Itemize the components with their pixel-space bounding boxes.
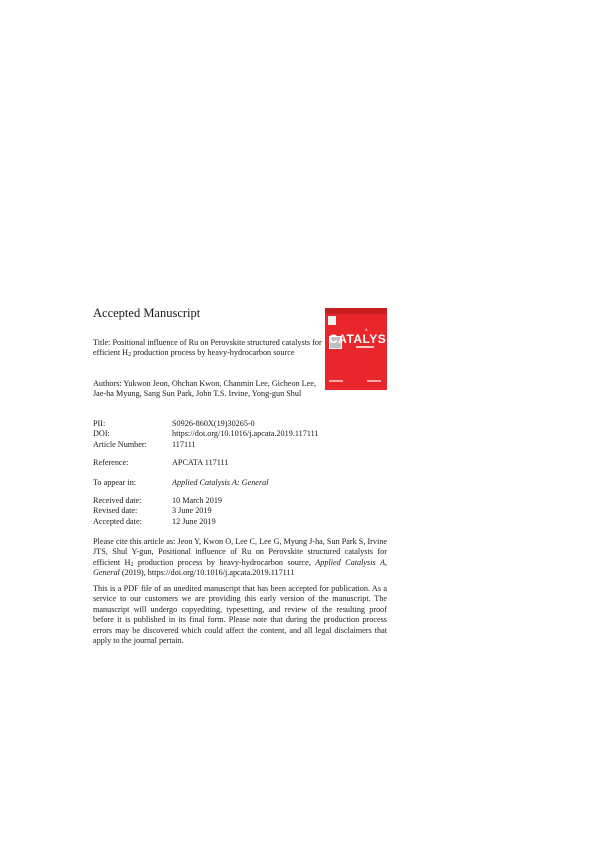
cover-subtitle-line bbox=[356, 346, 374, 348]
title-label: Title: bbox=[93, 338, 111, 347]
doi-link[interactable]: https://doi.org/10.1016/j.apcata.2019.117111 bbox=[172, 429, 319, 439]
pii-label: PII: bbox=[93, 419, 106, 428]
citation-text-2: production process by heavy-hydrocarbon source, bbox=[133, 557, 316, 567]
cover-journal-prefix: A bbox=[365, 327, 368, 332]
title-text-end: production process by heavy-hydrocarbon source bbox=[131, 348, 295, 358]
citation-paragraph bbox=[93, 537, 387, 579]
received-value: 10 March 2019 bbox=[172, 496, 223, 505]
authors-label: Authors: bbox=[93, 379, 122, 388]
reference-value: APCATA 117111 bbox=[172, 458, 229, 467]
article-authors bbox=[93, 379, 325, 400]
cover-footer-line-left bbox=[329, 380, 343, 382]
article-number-value: 117111 bbox=[172, 439, 196, 449]
article-title bbox=[93, 338, 323, 359]
article-number-label: Article Number: bbox=[93, 439, 147, 449]
revised-label: Revised date: bbox=[93, 506, 138, 516]
publisher-logo-icon bbox=[328, 316, 336, 325]
accepted-label: Accepted date: bbox=[93, 516, 142, 526]
citation-subscript: 2 bbox=[130, 561, 134, 568]
journal-cover-image bbox=[325, 308, 399, 390]
citation-text-3: (2019), https://doi.org/10.1016/j.apcata.2019.117111 bbox=[119, 568, 295, 578]
cover-top-band bbox=[325, 308, 387, 314]
revised-value: 3 June 2019 bbox=[172, 506, 212, 516]
authors-names: Yukwon Jeon, Ohchan Kwon, Chanmin Lee, Gicheon Lee, Jae-ha Myung, Sang Sun Park, John T.S. Irvine, Yong-gun Shul bbox=[93, 379, 316, 399]
citation-text-1: Please cite this article as: Jeon Y, Kwon O, Lee C, Lee G, Myung J-ha, Sun Park S, Irvine JTS, Shul Y-gun, Positional influence of Ru on Perovskite structured catalysts for efficient H bbox=[93, 537, 387, 567]
cover-footer-line-right bbox=[367, 380, 381, 382]
pii-value: S0926-860X(19)30265-0 bbox=[172, 419, 255, 428]
title-subscript: 2 bbox=[128, 352, 132, 359]
disclaimer-paragraph: This is a PDF file of an unedited manuscript that has been accepted for publication. As a service to our customers we are providing this early version of the manuscript. The manuscript will undergo copyediting, typesetting, and review of the resulting proof before it is published in its final form. Please note that during the production process errors may be discovered which could affect the content, and all legal disclaimers that apply to the journal pertain. bbox=[93, 584, 387, 646]
page-heading: Accepted Manuscript bbox=[93, 306, 201, 320]
cover-journal-name: CATALYSIS bbox=[329, 332, 399, 346]
citation-journal: Applied Catalysis A, General bbox=[93, 557, 387, 578]
reference-label: Reference: bbox=[93, 458, 129, 467]
title-text-start: Positional influence of Ru on Perovskite structured catalysts for efficient H bbox=[93, 338, 322, 358]
doi-label: DOI: bbox=[93, 429, 110, 439]
journal-name: Applied Catalysis A: General bbox=[172, 478, 269, 487]
received-label: Received date: bbox=[93, 496, 142, 505]
accepted-value: 12 June 2019 bbox=[172, 516, 216, 526]
appear-label: To appear in: bbox=[93, 478, 137, 487]
